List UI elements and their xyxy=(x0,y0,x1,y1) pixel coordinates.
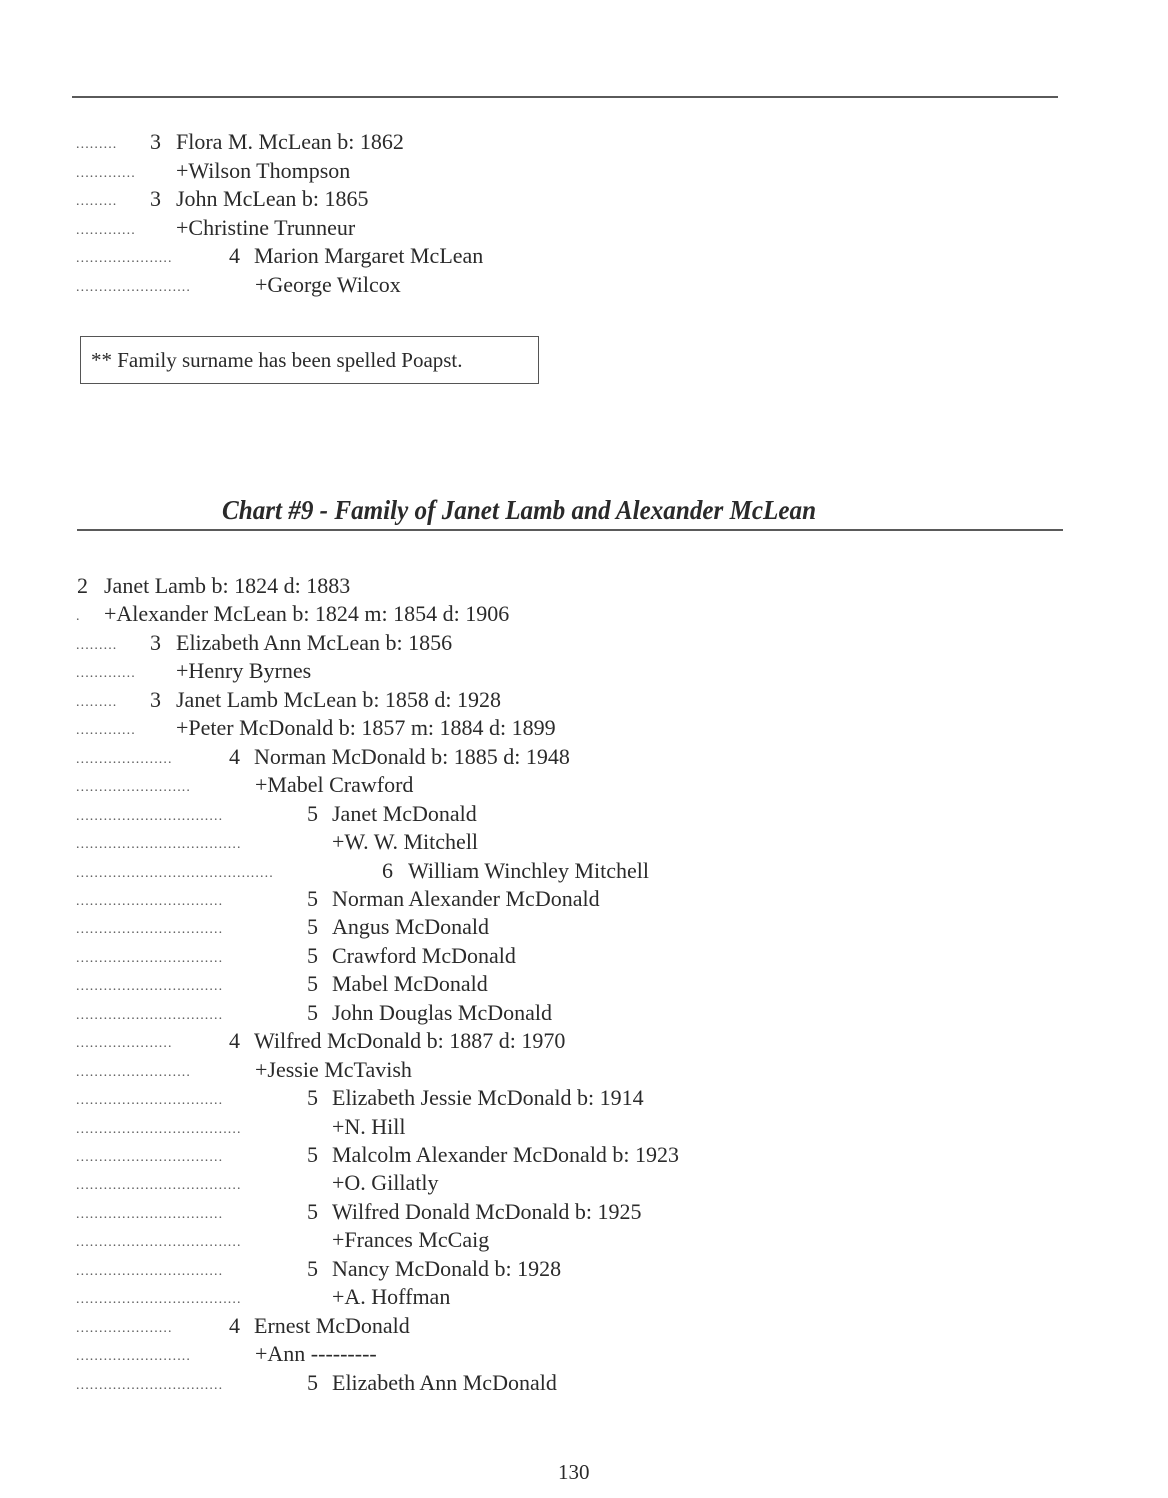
spouse-entry xyxy=(0,1169,1100,1197)
person-text: Elizabeth Ann McLean b: 1856 xyxy=(176,629,453,655)
person-text: Elizabeth Jessie McDonald b: 1914 xyxy=(332,1085,644,1111)
person-text: +Mabel Crawford xyxy=(255,772,414,798)
person-text: Nancy McDonald b: 1928 xyxy=(332,1255,562,1281)
person-text: Janet McDonald xyxy=(332,800,477,826)
person-text: Janet Lamb McLean b: 1858 d: 1928 xyxy=(176,686,502,712)
generation-number: 4 xyxy=(229,243,240,268)
top-rule xyxy=(72,96,1058,98)
descendant-entry xyxy=(0,686,1100,714)
generation-number: 5 xyxy=(307,885,318,911)
descendant-entry xyxy=(0,572,1100,600)
descendant-entry xyxy=(0,999,1100,1027)
descendant-entry xyxy=(0,128,1100,156)
dot-leader: .................................... xyxy=(76,1178,242,1194)
dot-leader: ......... xyxy=(76,194,118,209)
descendant-entry xyxy=(0,885,1100,913)
dot-leader: ................................ xyxy=(76,893,224,909)
spouse-entry xyxy=(0,771,1100,799)
person-text: +George Wilcox xyxy=(255,271,401,297)
person-text: Flora M. McLean b: 1862 xyxy=(176,129,404,154)
person-text: +Ann --------- xyxy=(255,1341,377,1367)
spouse-entry xyxy=(0,1283,1100,1311)
dot-leader: ................................ xyxy=(76,1263,224,1279)
spouse-entry xyxy=(0,828,1100,856)
generation-number: 3 xyxy=(150,186,161,211)
chart-title-rule xyxy=(77,529,1063,531)
dot-leader: ................................ xyxy=(76,1093,224,1109)
dot-leader: .................................... xyxy=(76,1121,242,1137)
dot-leader: ......................... xyxy=(76,1064,191,1080)
person-text: +Jessie McTavish xyxy=(255,1056,412,1082)
person-text: Mabel McDonald xyxy=(332,971,488,997)
generation-number: 3 xyxy=(150,686,161,712)
generation-number: 6 xyxy=(382,857,393,883)
descendant-entry xyxy=(0,942,1100,970)
dot-leader: ......... xyxy=(76,694,118,710)
person-text: John McLean b: 1865 xyxy=(176,186,369,211)
dot-leader: ..................... xyxy=(76,1320,173,1336)
spouse-entry xyxy=(0,714,1100,742)
generation-number: 5 xyxy=(307,971,318,997)
spouse-entry xyxy=(0,271,1100,299)
dot-leader: ............. xyxy=(76,222,136,238)
person-text: Norman Alexander McDonald xyxy=(332,885,600,911)
dot-leader: ......................... xyxy=(76,1349,191,1365)
dot-leader: ................................ xyxy=(76,808,224,824)
person-text: Marion Margaret McLean xyxy=(254,243,484,268)
chart-title: Chart #9 - Family of Janet Lamb and Alexander McLean xyxy=(222,495,817,525)
dot-leader: . xyxy=(76,609,81,625)
generation-number: 5 xyxy=(307,1142,318,1167)
generation-number: 3 xyxy=(150,129,161,154)
generation-number: 2 xyxy=(77,573,88,598)
generation-number: 3 xyxy=(150,629,161,655)
person-text: +Wilson Thompson xyxy=(176,157,351,183)
generation-number: 5 xyxy=(307,1255,318,1281)
person-text: Ernest McDonald xyxy=(254,1312,410,1338)
dot-leader: .................................... xyxy=(76,1292,242,1308)
spouse-entry xyxy=(0,600,1100,628)
generation-number: 4 xyxy=(229,1028,240,1054)
person-text: John Douglas McDonald xyxy=(332,999,552,1025)
dot-leader: .................................... xyxy=(76,837,242,853)
person-text: +O. Gillatly xyxy=(332,1170,439,1196)
page-number: 130 xyxy=(558,1460,590,1484)
person-text: +A. Hoffman xyxy=(332,1284,451,1310)
generation-number: 4 xyxy=(229,1312,240,1338)
dot-leader: ................................ xyxy=(76,1206,224,1222)
descendant-entry xyxy=(0,1312,1100,1340)
generation-number: 5 xyxy=(307,1369,318,1395)
descendant-entry xyxy=(0,1255,1100,1283)
person-text: +N. Hill xyxy=(332,1113,406,1139)
dot-leader: ......................... xyxy=(76,780,191,796)
dot-leader: ............. xyxy=(76,723,136,739)
descendant-entry xyxy=(0,1141,1100,1169)
person-text: William Winchley Mitchell xyxy=(408,857,649,883)
descendant-entry xyxy=(0,857,1100,885)
dot-leader: ......................... xyxy=(76,279,191,295)
descendant-entry xyxy=(0,1084,1100,1112)
descendant-entry xyxy=(0,1198,1100,1226)
dot-leader: ................................ xyxy=(76,1377,224,1393)
person-text: Norman McDonald b: 1885 d: 1948 xyxy=(254,743,570,769)
dot-leader: ........................................... xyxy=(76,865,274,881)
generation-number: 4 xyxy=(229,743,240,769)
spouse-entry xyxy=(0,157,1100,185)
spouse-entry xyxy=(0,657,1100,685)
person-text: Janet Lamb b: 1824 d: 1883 xyxy=(104,573,351,598)
spouse-entry xyxy=(0,214,1100,242)
descendant-entry xyxy=(0,629,1100,657)
dot-leader: ................................ xyxy=(76,1007,224,1023)
spouse-entry xyxy=(0,1113,1100,1141)
dot-leader: ................................ xyxy=(76,979,224,995)
surname-note-box xyxy=(80,336,539,384)
dot-leader: ............. xyxy=(76,666,136,682)
dot-leader: ............. xyxy=(76,165,136,181)
person-text: +Peter McDonald b: 1857 m: 1884 d: 1899 xyxy=(176,715,556,741)
dot-leader: ................................ xyxy=(76,950,224,966)
dot-leader: ..................... xyxy=(76,1036,173,1052)
person-text: Wilfred McDonald b: 1887 d: 1970 xyxy=(254,1028,566,1054)
descendant-entry xyxy=(0,1027,1100,1055)
surname-note-text: ** Family surname has been spelled Poapst. xyxy=(91,348,463,372)
person-text: Angus McDonald xyxy=(332,914,490,940)
generation-number: 5 xyxy=(307,800,318,826)
spouse-entry xyxy=(0,1340,1100,1368)
dot-leader: ..................... xyxy=(76,251,173,266)
person-text: Malcolm Alexander McDonald b: 1923 xyxy=(332,1142,680,1167)
dot-leader: ..................... xyxy=(76,751,173,767)
person-text: Wilfred Donald McDonald b: 1925 xyxy=(332,1198,642,1224)
descendant-entry xyxy=(0,242,1100,270)
descendant-entry xyxy=(0,800,1100,828)
person-text: +Henry Byrnes xyxy=(176,658,312,684)
generation-number: 5 xyxy=(307,1085,318,1111)
dot-leader: ......... xyxy=(76,637,118,653)
person-text: +Frances McCaig xyxy=(332,1227,490,1253)
spouse-entry xyxy=(0,1226,1100,1254)
descendant-entry xyxy=(0,913,1100,941)
descendant-entry xyxy=(0,1369,1100,1397)
dot-leader: .................................... xyxy=(76,1235,242,1251)
person-text: +W. W. Mitchell xyxy=(332,829,479,855)
dot-leader: ................................ xyxy=(76,1150,224,1165)
descendant-entry xyxy=(0,185,1100,213)
dot-leader: ......... xyxy=(76,137,118,152)
person-text: Elizabeth Ann McDonald xyxy=(332,1369,557,1395)
generation-number: 5 xyxy=(307,999,318,1025)
dot-leader: ................................ xyxy=(76,922,224,938)
spouse-entry xyxy=(0,1056,1100,1084)
generation-number: 5 xyxy=(307,1198,318,1224)
generation-number: 5 xyxy=(307,914,318,940)
generation-number: 5 xyxy=(307,942,318,968)
person-text: Crawford McDonald xyxy=(332,942,516,968)
person-text: +Alexander McLean b: 1824 m: 1854 d: 1906 xyxy=(104,601,510,627)
person-text: +Christine Trunneur xyxy=(176,214,356,240)
descendant-entry xyxy=(0,970,1100,998)
descendant-entry xyxy=(0,743,1100,771)
